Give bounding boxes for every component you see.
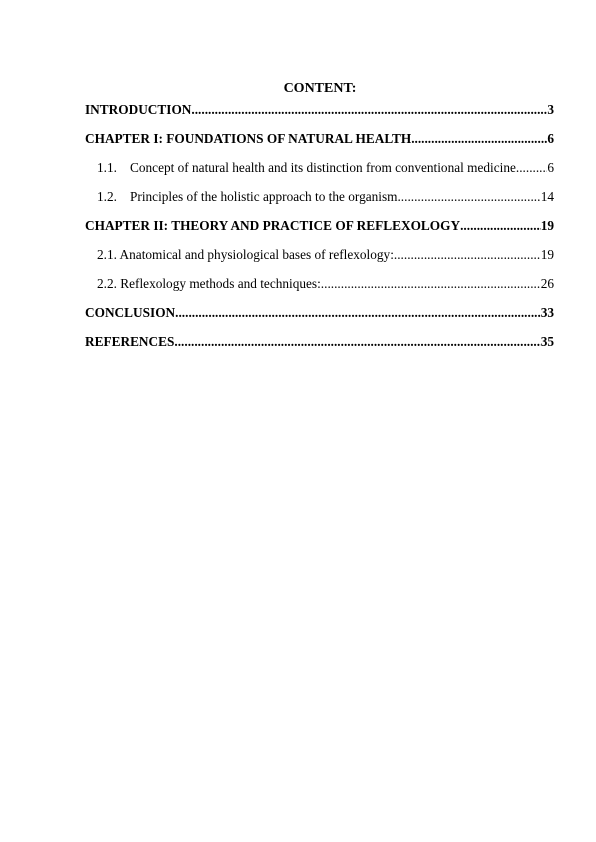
toc-dot-leader [397, 187, 540, 207]
table-of-contents [85, 100, 554, 361]
toc-entry-introduction[interactable] [85, 100, 554, 129]
toc-entry-chapter-2[interactable] [85, 216, 554, 245]
toc-entry-text: 2.1. Anatomical and physiological bases of reflexology: [97, 247, 394, 262]
toc-entry-section-2-1[interactable] [85, 245, 554, 274]
toc-dot-leader [411, 129, 547, 149]
toc-entry-section-1-2[interactable] [85, 187, 554, 216]
toc-entry-text: REFERENCES [85, 334, 175, 349]
toc-section-number: 1.1. [97, 160, 117, 175]
toc-dot-leader [394, 245, 541, 265]
toc-entry-chapter-1[interactable] [85, 129, 554, 158]
toc-entry-text: Principles of the holistic approach to the organism [130, 189, 398, 204]
toc-entry-text: CONCLUSION [85, 305, 176, 320]
toc-title: CONTENT: [283, 81, 357, 96]
toc-page-number: 3 [547, 102, 554, 117]
toc-entry-text: INTRODUCTION [85, 102, 192, 117]
toc-entry-text: 2.2. Reflexology methods and techniques: [97, 276, 321, 291]
toc-dot-leader [460, 216, 541, 236]
toc-page-number: 35 [540, 334, 554, 349]
toc-dot-leader [175, 303, 541, 323]
toc-page-number: 19 [540, 247, 554, 262]
toc-entry-references[interactable] [85, 332, 554, 361]
toc-dot-leader [321, 274, 541, 294]
toc-page-number: 14 [540, 189, 554, 204]
toc-entry-text: CHAPTER II: THEORY AND PRACTICE OF REFLEXOLOGY [85, 218, 461, 233]
toc-page-number: 26 [540, 276, 554, 291]
toc-section-number: 1.2. [97, 189, 117, 204]
toc-entry-section-2-2[interactable] [85, 274, 554, 303]
toc-dot-leader [516, 158, 547, 178]
toc-entry-text: CHAPTER I: FOUNDATIONS OF NATURAL HEALTH [85, 131, 412, 146]
toc-page-number: 33 [540, 305, 554, 320]
toc-page-number: 6 [547, 160, 554, 175]
toc-dot-leader [174, 332, 540, 352]
toc-entry-text: Concept of natural health and its distinction from conventional medicine [130, 160, 516, 175]
toc-page-number: 19 [540, 218, 554, 233]
toc-page-number: 6 [547, 131, 554, 146]
toc-entry-section-1-1[interactable] [85, 158, 554, 187]
toc-dot-leader [191, 100, 547, 120]
toc-entry-conclusion[interactable] [85, 303, 554, 332]
